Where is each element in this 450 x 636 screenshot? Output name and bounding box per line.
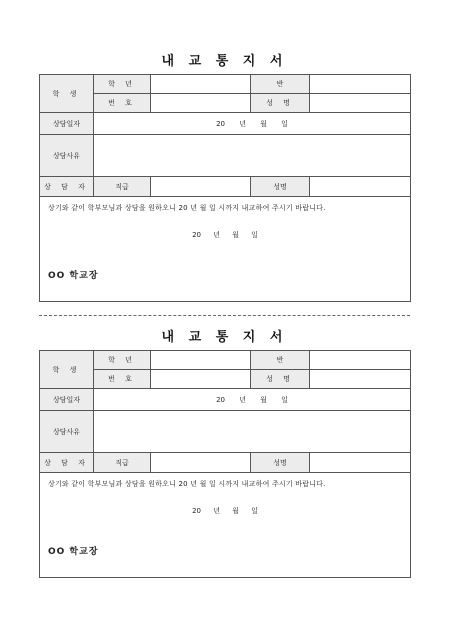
cut-line xyxy=(39,315,410,316)
grade-label: 학 년 xyxy=(94,75,151,94)
student-label: 학 생 xyxy=(40,351,94,389)
number-field[interactable] xyxy=(151,370,251,389)
class-field[interactable] xyxy=(310,75,411,94)
counselor-name-label: 성명 xyxy=(251,453,310,473)
request-body xyxy=(40,197,411,302)
issue-date: 20 년 월 일 xyxy=(192,231,258,239)
reason-field[interactable] xyxy=(94,135,411,177)
date-field[interactable]: 20 년 월 일 xyxy=(94,113,411,135)
form-title: 내 교 통 지 서 xyxy=(161,330,288,345)
position-field[interactable] xyxy=(151,453,251,473)
counselor-label: 상 담 자 xyxy=(40,177,94,197)
number-label: 번 호 xyxy=(94,370,151,389)
grade-label: 학 년 xyxy=(94,351,151,370)
reason-field[interactable] xyxy=(94,411,411,453)
notice-form-bottom xyxy=(39,326,410,578)
notice-table xyxy=(39,74,411,302)
position-label: 직급 xyxy=(94,177,151,197)
counselor-label: 상 담 자 xyxy=(40,453,94,473)
form-title: 내 교 통 지 서 xyxy=(161,54,288,69)
class-label: 반 xyxy=(251,75,310,94)
reason-label: 상담사유 xyxy=(40,135,94,177)
request-body xyxy=(40,473,411,578)
name-field[interactable] xyxy=(310,94,411,113)
grade-field[interactable] xyxy=(151,75,251,94)
counselor-name-label: 성명 xyxy=(251,177,310,197)
reason-label: 상담사유 xyxy=(40,411,94,453)
class-field[interactable] xyxy=(310,351,411,370)
position-label: 직급 xyxy=(94,453,151,473)
number-field[interactable] xyxy=(151,94,251,113)
counselor-name-field[interactable] xyxy=(310,453,411,473)
name-label: 성 명 xyxy=(251,370,310,389)
name-label: 성 명 xyxy=(251,94,310,113)
date-field[interactable]: 20 년 월 일 xyxy=(94,389,411,411)
date-label: 상담일자 xyxy=(40,113,94,135)
student-label: 학 생 xyxy=(40,75,94,113)
request-text: 상기와 같이 학부모님과 상담을 원하오니 20 년 월 일 시까지 내교하여 주시기 바랍니다. xyxy=(48,204,326,212)
signature: OO 학교장 xyxy=(48,547,99,557)
notice-form-top xyxy=(39,50,410,302)
issue-date: 20 년 월 일 xyxy=(192,507,258,515)
counselor-name-field[interactable] xyxy=(310,177,411,197)
name-field[interactable] xyxy=(310,370,411,389)
number-label: 번 호 xyxy=(94,94,151,113)
notice-table xyxy=(39,350,411,578)
date-label: 상담일자 xyxy=(40,389,94,411)
signature: OO 학교장 xyxy=(48,271,99,281)
grade-field[interactable] xyxy=(151,351,251,370)
class-label: 반 xyxy=(251,351,310,370)
request-text: 상기와 같이 학부모님과 상담을 원하오니 20 년 월 일 시까지 내교하여 주시기 바랍니다. xyxy=(48,480,326,488)
position-field[interactable] xyxy=(151,177,251,197)
